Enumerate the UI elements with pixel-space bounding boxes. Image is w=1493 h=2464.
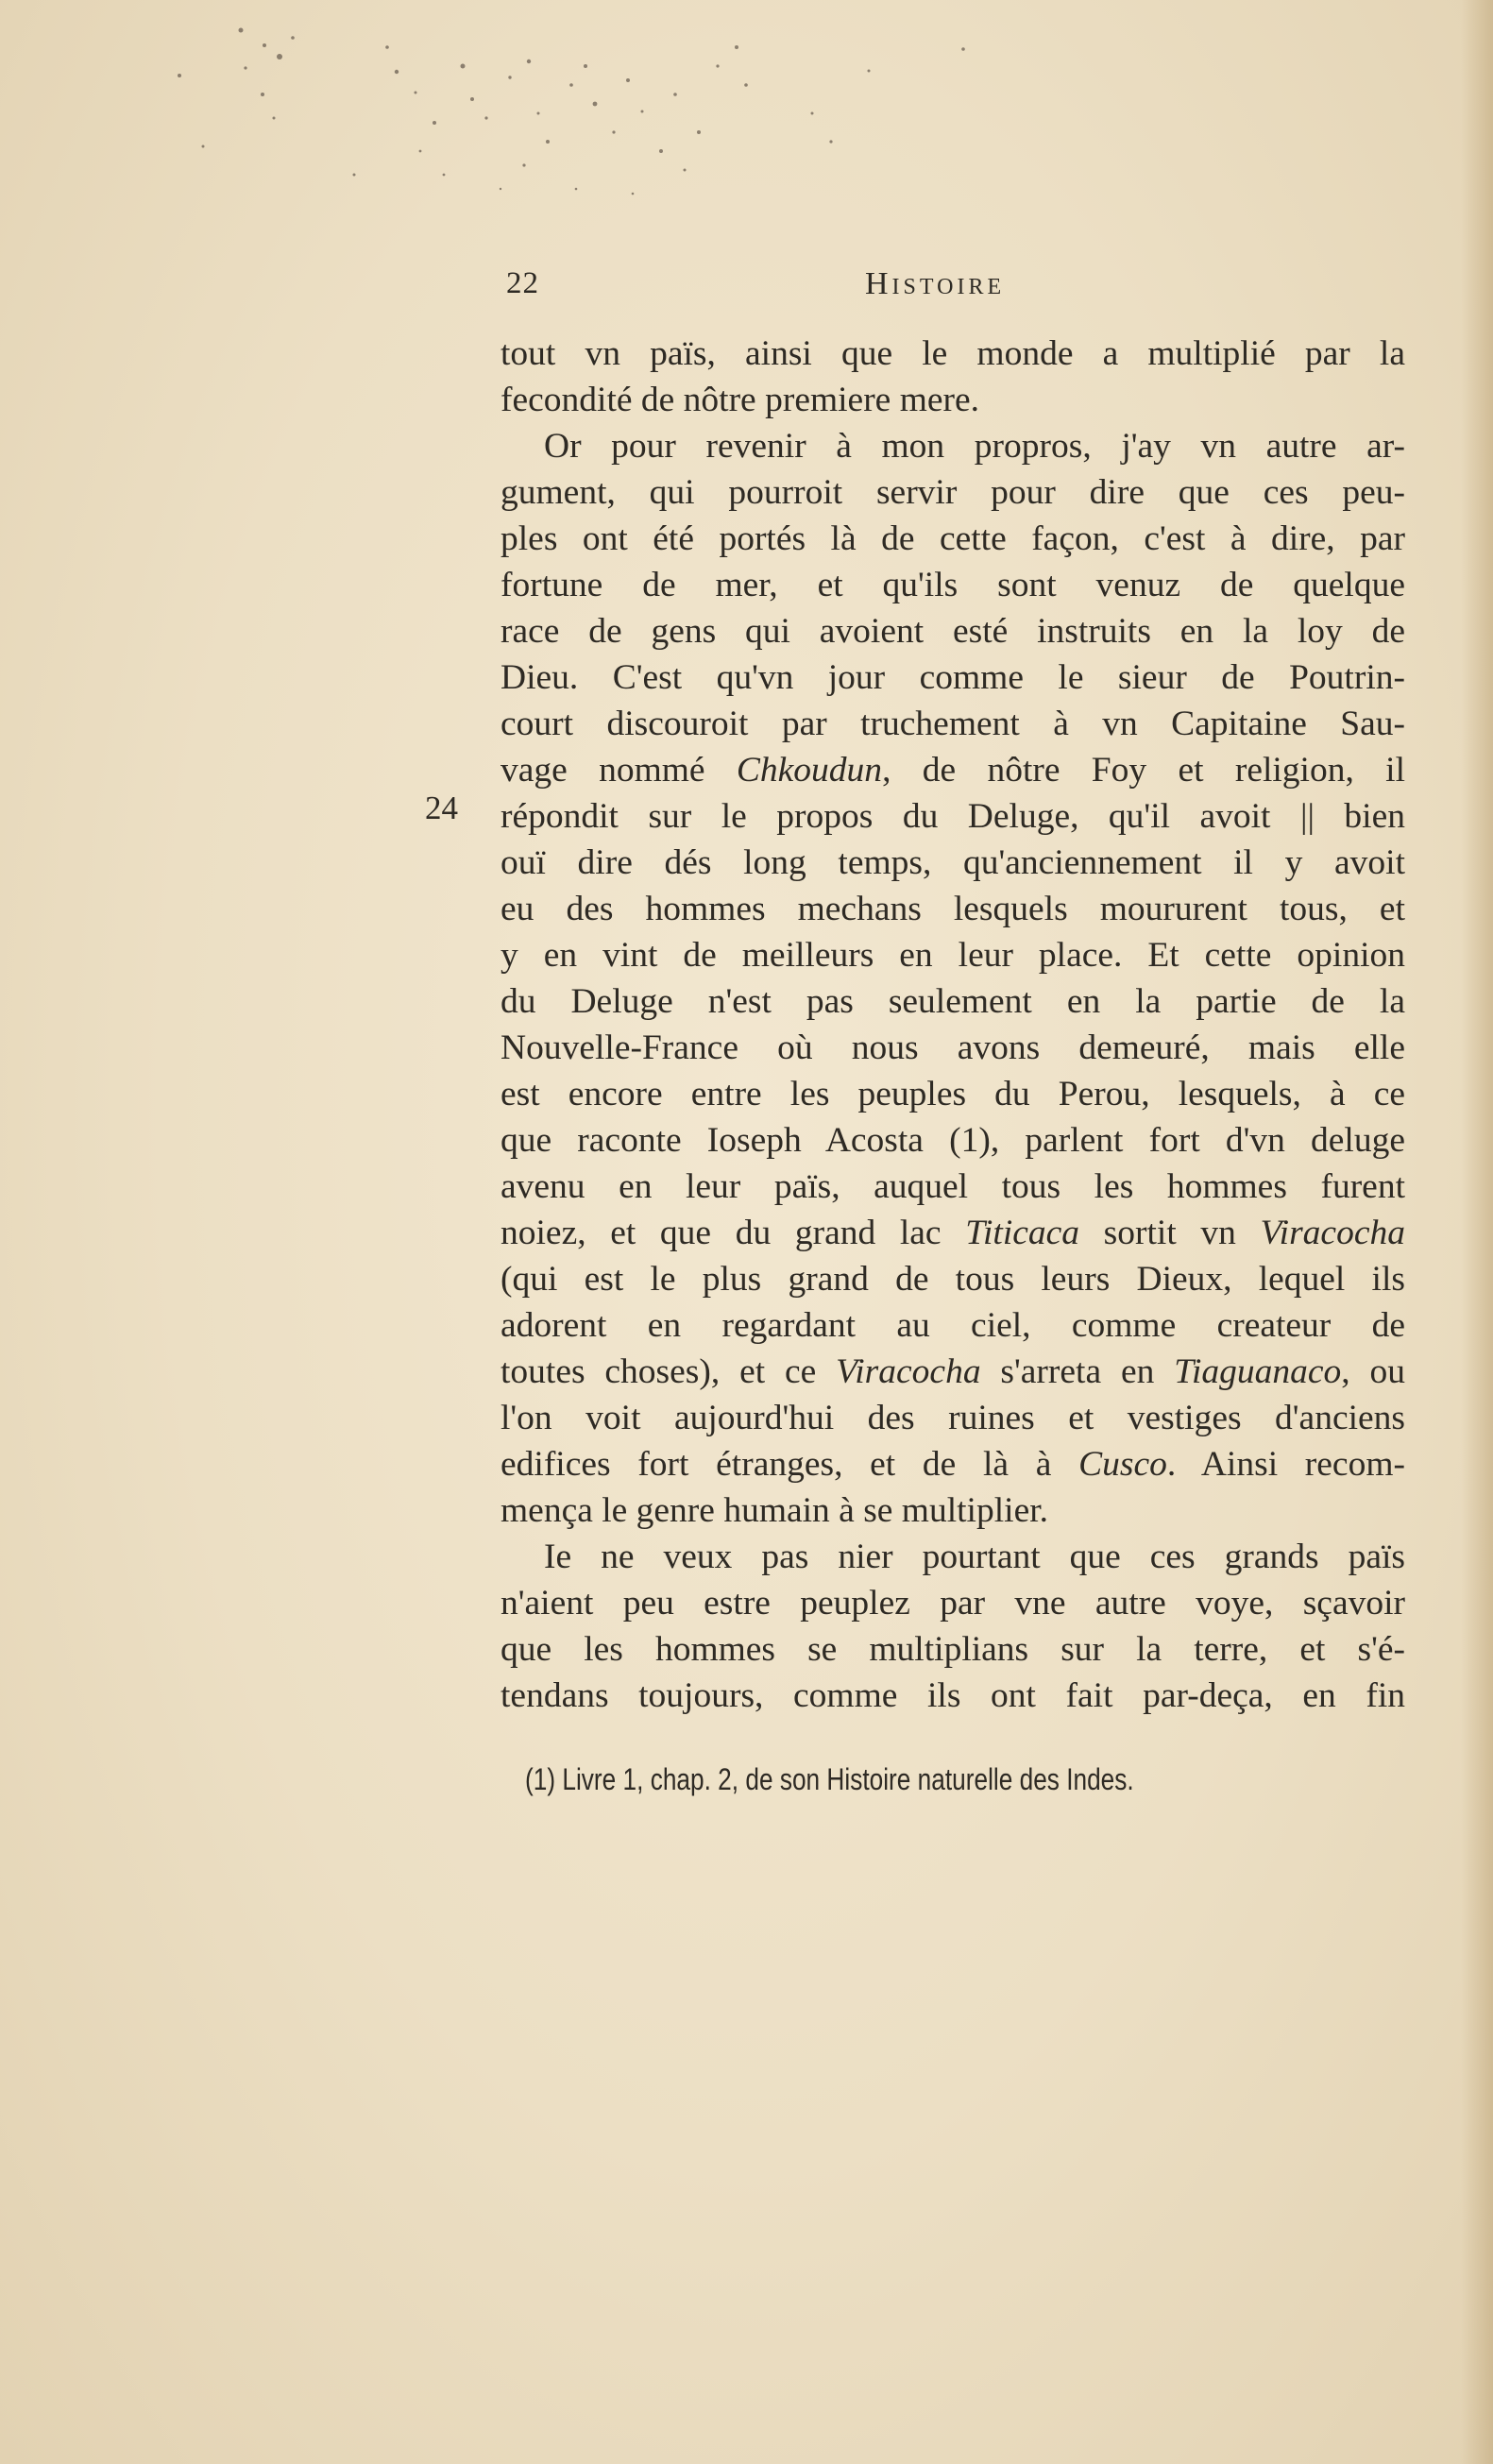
text-line xyxy=(500,1349,1405,1395)
text-segment: sortit vn xyxy=(1079,1214,1261,1252)
text-line: court discouroit par truchement à vn Capitaine Sau- xyxy=(500,705,1405,743)
text-line: est encore entre les peuples du Perou, lesquels, à ce xyxy=(500,1075,1405,1113)
text-segment: noiez, et que du grand lac xyxy=(500,1214,966,1252)
text-line: Ie ne veux pas nier pourtant que ces grands païs xyxy=(544,1538,1405,1576)
text-line: n'aient peu estre peuplez par vne autre voye, sçavoir xyxy=(500,1584,1405,1623)
text-line: Or pour revenir à mon propros, j'ay vn autre ar- xyxy=(544,427,1405,466)
running-title: Histoire xyxy=(865,266,1006,301)
italic-name: Tiaguanaco xyxy=(1174,1352,1342,1391)
text-line: y en vint de meilleurs en leur place. Et cette opinion xyxy=(500,936,1405,975)
text-line: que les hommes se multiplians sur la terre, et s'é- xyxy=(500,1630,1405,1669)
text-segment: s'arreta en xyxy=(980,1352,1175,1391)
text-line: adorent en regardant au ciel, comme createur de xyxy=(500,1306,1405,1345)
text-line: avenu en leur païs, auquel tous les hommes furent xyxy=(500,1167,1405,1206)
text-line xyxy=(500,1210,1405,1256)
text-line: répondit sur le propos du Deluge, qu'il avoit || bien xyxy=(500,797,1405,836)
text-line: fecondité de nôtre premiere mere. xyxy=(500,381,980,419)
running-head xyxy=(506,266,1063,314)
margin-page-reference: 24 xyxy=(425,790,458,826)
italic-name: Titicaca xyxy=(965,1214,1080,1252)
italic-name: Chkoudun xyxy=(736,751,883,790)
footnote: (1) Livre 1, chap. 2, de son Histoire naturelle des Indes. xyxy=(525,1762,1134,1796)
text-segment: , ou xyxy=(1341,1352,1406,1391)
text-line: gument, qui pourroit servir pour dire que ces peu- xyxy=(500,473,1405,512)
text-line xyxy=(500,1441,1405,1487)
text-segment: edifices fort étranges, et de là à xyxy=(500,1445,1079,1484)
text-line: l'on voit aujourd'hui des ruines et vestiges d'anciens xyxy=(500,1399,1405,1437)
page-number: 22 xyxy=(506,266,539,300)
text-line: fortune de mer, et qu'ils sont venuz de quelque xyxy=(500,566,1405,604)
text-line: ouï dire dés long temps, qu'anciennement il y avoit xyxy=(500,843,1405,882)
text-line: eu des hommes mechans lesquels moururent tous, et xyxy=(500,890,1405,928)
text-line: du Deluge n'est pas seulement en la partie de la xyxy=(500,982,1405,1021)
text-segment: toutes choses), et ce xyxy=(500,1352,837,1391)
text-line: tendans toujours, comme ils ont fait par-deça, en fin xyxy=(500,1676,1405,1715)
text-segment: , de nôtre Foy et religion, il xyxy=(882,751,1405,790)
italic-name: Cusco xyxy=(1078,1445,1167,1484)
italic-name: Viracocha xyxy=(1260,1214,1405,1252)
foxing-speckles xyxy=(151,9,1077,227)
body-text xyxy=(500,331,1405,1719)
page-edge-shadow xyxy=(1461,0,1493,2464)
text-line: (qui est le plus grand de tous leurs Dieux, lequel ils xyxy=(500,1260,1405,1299)
text-line: tout vn païs, ainsi que le monde a multiplié par la xyxy=(500,334,1405,373)
text-line: mença le genre humain à se multiplier. xyxy=(500,1491,1049,1530)
text-line: que raconte Ioseph Acosta (1), parlent fort d'vn deluge xyxy=(500,1121,1405,1160)
text-segment: . Ainsi recom- xyxy=(1166,1445,1405,1484)
text-line xyxy=(500,747,1405,793)
italic-name: Viracocha xyxy=(836,1352,981,1391)
text-segment: vage nommé xyxy=(500,751,737,790)
text-line: Dieu. C'est qu'vn jour comme le sieur de Poutrin- xyxy=(500,658,1405,697)
text-line: race de gens qui avoient esté instruits en la loy de xyxy=(500,612,1405,651)
text-line: ples ont été portés là de cette façon, c'est à dire, par xyxy=(500,519,1405,558)
text-line: Nouvelle-France où nous avons demeuré, mais elle xyxy=(500,1028,1405,1067)
